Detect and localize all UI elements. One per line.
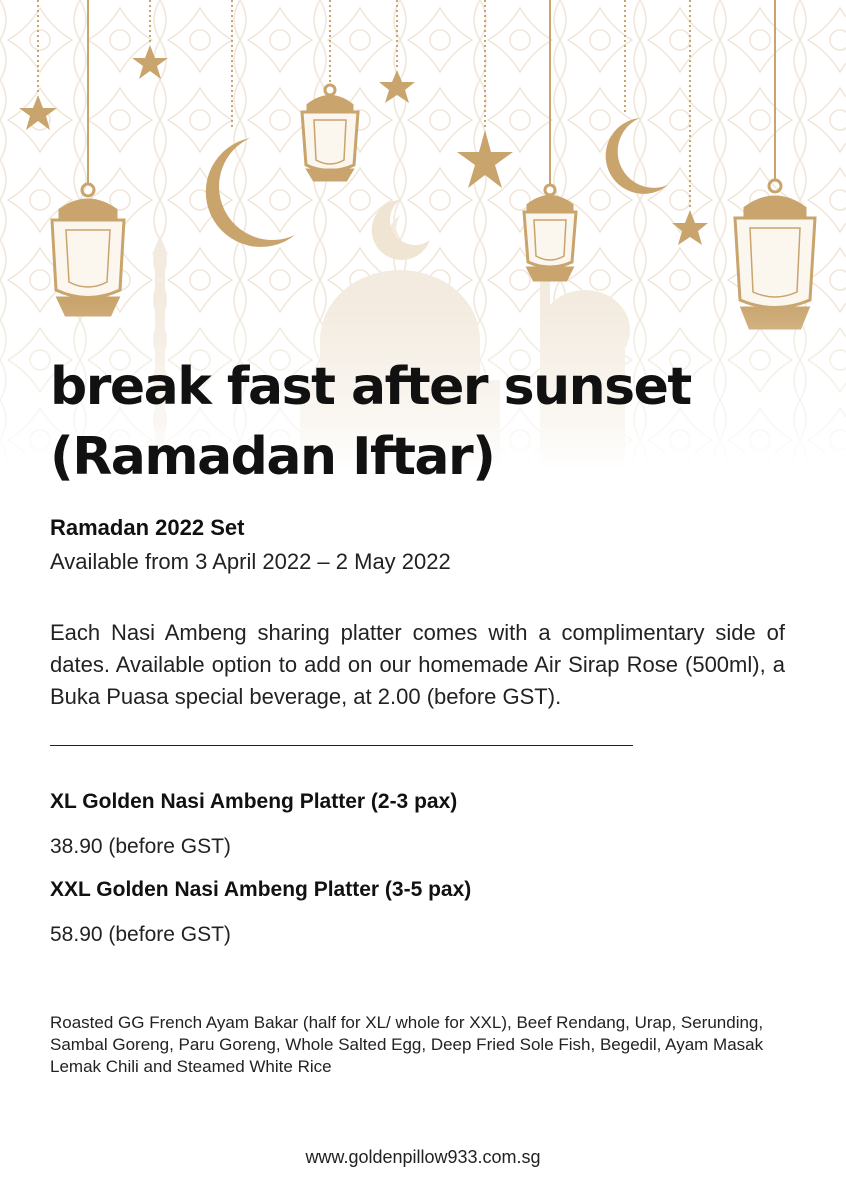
menu-item-price: 58.90 (before GST) (50, 923, 231, 946)
divider (50, 745, 633, 746)
menu-item-name: XL Golden Nasi Ambeng Platter (2-3 pax) (50, 790, 458, 813)
page-title (50, 352, 830, 492)
platter-contents: Roasted GG French Ayam Bakar (half for XL/ whole for XXL), Beef Rendang, Urap, Serunding, Sambal Goreng, Paru Goreng, Whole Salted Egg, Deep Fried Sole Fish, Begedil, Ayam Masak Lemak Chili and Steamed White Rice (50, 1013, 764, 1076)
menu-item-price: 38.90 (before GST) (50, 835, 231, 858)
title-line-1: break fast after sunset (50, 357, 691, 417)
website-link[interactable]: www.goldenpillow933.com.sg (305, 1147, 541, 1167)
set-description: Each Nasi Ambeng sharing platter comes with a complimentary side of dates. Available option to add on our homemade Air Sirap Rose (500ml), a Buka Puasa special beverage, at 2.00 (before GST). (50, 620, 785, 709)
availability-dates: Available from 3 April 2022 – 2 May 2022 (50, 549, 451, 574)
menu-item-name: XXL Golden Nasi Ambeng Platter (3-5 pax) (50, 878, 472, 901)
set-name: Ramadan 2022 Set (50, 515, 245, 540)
title-line-2: (Ramadan Iftar) (50, 427, 495, 487)
